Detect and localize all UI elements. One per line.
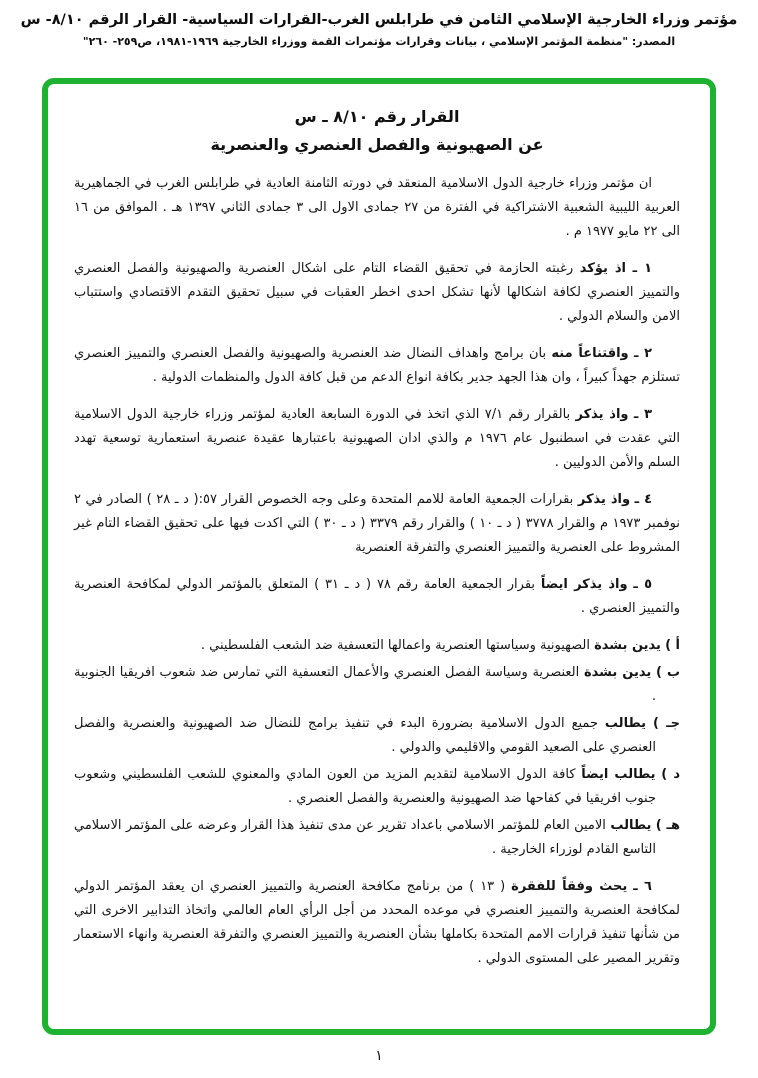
- subclause-e-marker: هـ ): [655, 818, 680, 833]
- clause-2-lead: واقتناعاً منه: [551, 346, 629, 361]
- resolution-title: القرار رقم ٨/١٠ ـ س: [294, 107, 460, 126]
- clause-4-text: بقرارات الجمعية العامة للامم المتحدة وعلى وجه الخصوص القرار ٥٧:( د ـ ٢٨ ) الصادر في ٢ نوفمبر ١٩٧٣ م والقرار ٣٧٧٨ ( د ـ ١٠ ) والقرار رقم ٣٣٧٩ ( د ـ ٣٠ ) التي اكدت فيها على تحقيق القضاء التام غير المشروط على العنصرية والتمييز العنصري والتفرقة العنصرية: [74, 492, 681, 555]
- subclause-b-text: العنصرية وسياسة الفصل العنصري والأعمال التعسفية التي تمارس ضد شعوب افريقيا الجنوبية .: [74, 665, 656, 704]
- intro-paragraph: ان مؤتمر وزراء خارجية الدول الاسلامية المنعقد في دورته الثامنة العادية في طرابلس الغرب في الجماهيرية العربية الليبية الشعبية الاشتراكية في الفترة من ٢٧ جمادى الاول الى ٣ جمادى الثاني ١٣٩٧ هـ . الموافق من ١٦ الى ٢٢ مايو ١٩٧٧ م .: [74, 176, 681, 239]
- subclause-d-lead: يطالب ايضاً: [581, 767, 656, 782]
- clause-5-text: بقرار الجمعية العامة رقم ٧٨ ( د ـ ٣١ ) المتعلق بالمؤتمر الدولي لمكافحة العنصرية والتمييز العنصري .: [74, 577, 680, 616]
- subclause-c: [74, 712, 680, 760]
- page-number: ١: [375, 1048, 383, 1064]
- source-header-line2: المصدر: "منظمة المؤتمر الإسلامي ، بيانات وقرارات مؤتمرات القمة ووزراء الخارجية ١٩٦٩-١٩٨١، ص٢٥٩- ٢٦٠": [82, 35, 676, 48]
- clause-3-text: بالقرار رقم ٧/١ الذي اتخذ في الدورة السابعة العادية لمؤتمر وزراء خارجية الدول الاسلامية التي عقدت في اسطنبول عام ١٩٧٦ م والذي ادان الصهيونية باعتبارها عقيدة عنصرية استعمارية توسعية تهدد السلم والأمن الدوليين .: [74, 407, 680, 470]
- subclause-d-text: كافة الدول الاسلامية لتقديم المزيد من العون المادي والمعنوي للشعب الفلسطيني وشعوب جنوب افريقيا في كفاحها ضد الصهيونية والعنصرية والفصل العنصري .: [74, 767, 656, 806]
- subclause-c-text: جميع الدول الاسلامية بضرورة البدء في تنفيذ برامج للنضال ضد الصهيونية والعنصرية والفصل العنصري على الصعيد القومي والاقليمي والدولي .: [74, 716, 656, 755]
- clause-2: [74, 342, 680, 390]
- clause-6: [74, 875, 680, 971]
- subclause-e: [74, 814, 680, 862]
- clause-5: [74, 573, 680, 621]
- clause-3: [74, 403, 680, 475]
- resolution-subtitle: عن الصهيونية والفصل العنصري والعنصرية: [210, 135, 544, 154]
- subclause-a-text: الصهيونية وسياستها العنصرية واعمالها التعسفية ضد الشعب الفلسطيني .: [200, 638, 590, 653]
- subclause-b-marker: ب ): [655, 665, 681, 680]
- clause-2-marker: ٢ ـ: [633, 346, 652, 361]
- resolution-body: [48, 84, 710, 992]
- clause-5-marker: ٥ ـ: [633, 577, 652, 592]
- subclause-a-lead: يدين بشدة: [594, 638, 661, 653]
- clause-5-lead: واذ يذكر ايضاً: [540, 577, 628, 592]
- subclause-c-lead: يطالب: [604, 716, 646, 731]
- clause-6-marker: ٦ ـ: [633, 879, 652, 894]
- clause-2-text: بان برامج واهداف النضال ضد العنصرية والصهيونية والفصل العنصري والتمييز العنصري تستلزم جهداً كبيراً ، وان هذا الجهد جدير بكافة انواع الدعم من قبل كافة الدول والمنظمات الدولية .: [74, 346, 680, 385]
- clause-4: [74, 488, 680, 560]
- subclause-a-marker: أ ): [665, 638, 680, 653]
- clause-1: [74, 257, 680, 329]
- subclause-b-lead: يدين بشدة: [583, 665, 652, 680]
- clause-4-lead: واذ يذكر: [577, 492, 631, 507]
- clause-4-marker: ٤ ـ: [634, 492, 653, 507]
- clause-6-lead: يحث وفقاً للفقرة: [511, 879, 628, 894]
- subclause-e-lead: يطالب: [610, 818, 652, 833]
- source-header-line1: مؤتمر وزراء الخارجية الإسلامي الثامن في طرابلس الغرب-القرارات السياسية- القرار الرقم ٨/١٠- س: [20, 12, 738, 28]
- clause-1-lead: اذ يؤكد: [579, 261, 626, 276]
- clause-1-marker: ١ ـ: [632, 261, 652, 276]
- subclause-d-marker: د ): [661, 767, 680, 782]
- clause-6-text: ( ١٣ ) من برنامج مكافحة العنصرية والتمييز العنصري ان يعقد المؤتمر الدولي لمكافحة العنصرية والتمييز العنصري في موعده المحدد من أجل الرأي العام العالمي واتخاذ التدابير الاخرى التي من شأنها تنفيذ قرارات الامم المتحدة بكاملها بشأن العنصرية والتمييز العنصري والتفرقة العنصرية وانهاء الاستعمار وتقرير المصير على المستوى الدولي .: [74, 879, 680, 966]
- clause-3-marker: ٣ ـ: [633, 407, 652, 422]
- subclause-d: [74, 763, 680, 811]
- source-header: [0, 8, 758, 52]
- green-border-frame: [42, 78, 716, 1035]
- subclause-a: [74, 634, 680, 658]
- subclause-c-marker: جـ ): [652, 716, 681, 731]
- subclause-e-text: الامين العام للمؤتمر الاسلامي باعداد تقرير عن مدى تنفيذ هذا القرار وعرضه على المؤتمر الاسلامي التاسع القادم لوزراء الخارجية .: [74, 818, 656, 857]
- subclause-b: [74, 661, 680, 709]
- clause-3-lead: واذ يذكر: [575, 407, 629, 422]
- clause-1-text: رغبته الحازمة في تحقيق القضاء التام على اشكال العنصرية والصهيونية والفصل العنصري والتمييز العنصري لكافة اشكالها لأنها تشكل احدى اخطر العقبات في سبيل تحقيق التقدم الاقتصادي واستتباب الامن والسلام الدولي .: [74, 261, 680, 324]
